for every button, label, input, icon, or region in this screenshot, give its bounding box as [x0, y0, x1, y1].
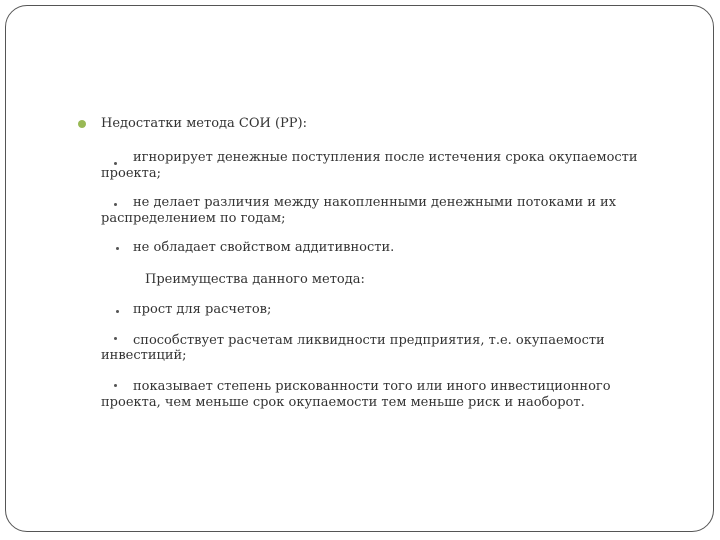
- disadvantages-heading: Недостатки метода СОИ (PP):: [101, 116, 308, 131]
- disadvantage-1-line1: игнорирует денежные поступления после истечения срока окупаемости: [133, 150, 638, 165]
- bullet-dot-icon: [114, 337, 117, 340]
- bullet-dot-icon: [114, 203, 117, 206]
- disadvantage-2-line2: распределением по годам;: [101, 211, 286, 226]
- disadvantage-1-line2: проекта;: [101, 166, 161, 181]
- slide-frame: [5, 5, 714, 532]
- bullet-dot-icon: [114, 162, 117, 165]
- bullet-dot-icon: [116, 247, 119, 250]
- main-bullet-icon: [78, 120, 86, 128]
- disadvantage-3-line1: не обладает свойством аддитивности.: [133, 240, 395, 255]
- advantages-heading: Преимущества данного метода:: [145, 272, 365, 287]
- advantage-3-line1: показывает степень рискованности того или иного инвестиционного: [133, 379, 611, 394]
- disadvantage-2-line1: не делает различия между накопленными денежными потоками и их: [133, 195, 617, 210]
- advantage-1-line1: прост для расчетов;: [133, 302, 272, 317]
- advantage-2-line1: способствует расчетам ликвидности предприятия, т.е. окупаемости: [133, 333, 605, 348]
- advantage-3-line2: проекта, чем меньше срок окупаемости тем меньше риск и наоборот.: [101, 395, 585, 410]
- bullet-dot-icon: [114, 384, 117, 387]
- advantage-2-line2: инвестиций;: [101, 348, 187, 363]
- bullet-dot-icon: [116, 310, 119, 313]
